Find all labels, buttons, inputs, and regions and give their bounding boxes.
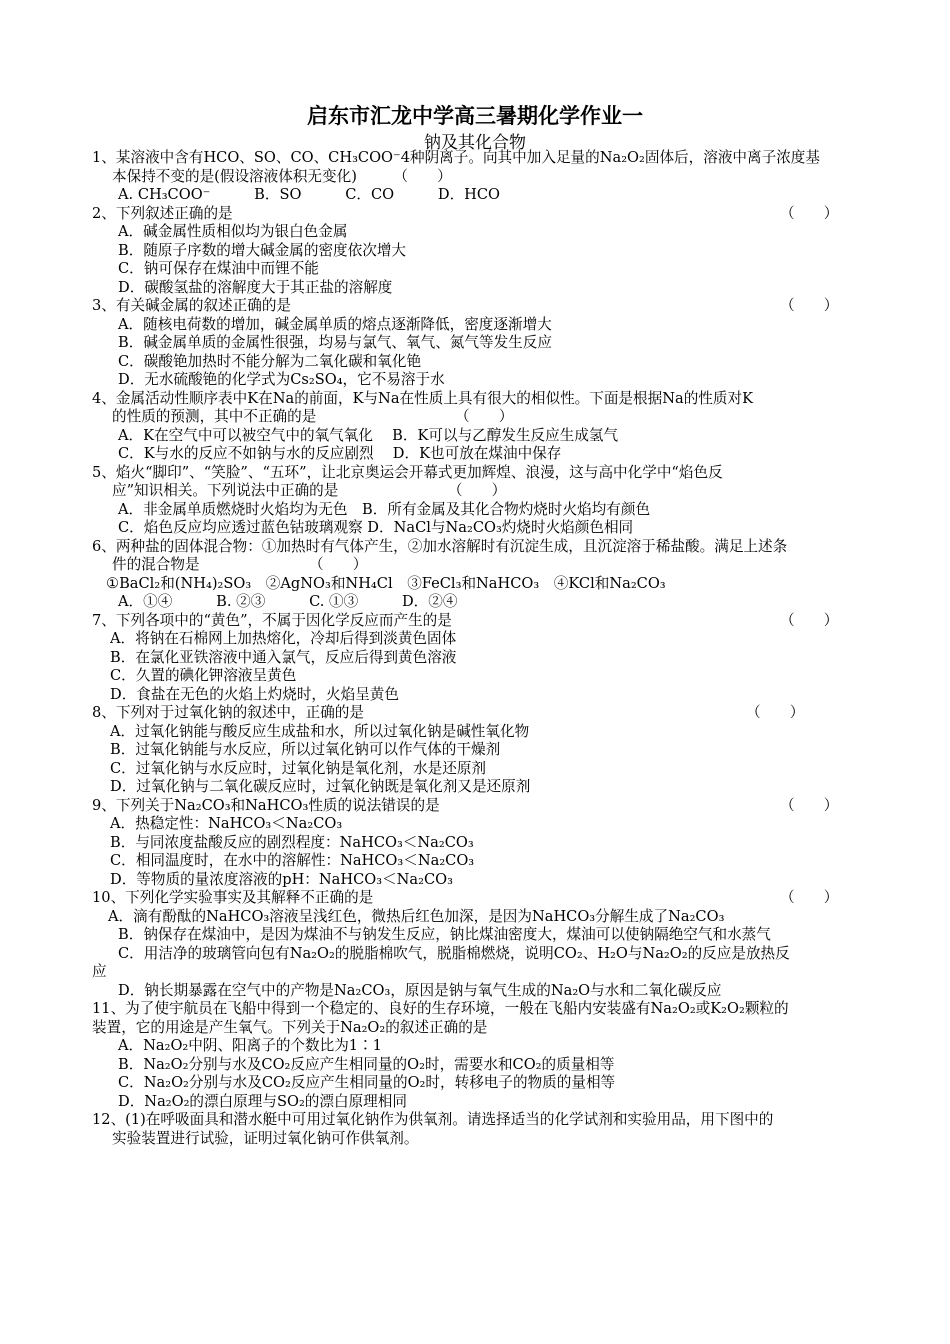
question-4-stem-line1: 4、金属活动性顺序表中K在Na的前面，K与Na在性质上具有很大的相似性。下面是根据Na的性质对K xyxy=(92,389,753,407)
question-11-stem-line2: 装置，它的用途是产生氧气。下列关于Na₂O₂的叙述正确的是 xyxy=(92,1018,488,1036)
question-5-options-ab: A．非金属单质燃烧时火焰均为无色 B．所有金属及其化合物灼烧时火焰均有颜色 xyxy=(118,500,651,518)
question-11 xyxy=(92,1000,870,1111)
question-5-options-cd: C．焰色反应均应透过蓝色钴玻璃观察 D．NaCl与Na₂CO₃灼烧时火焰颜色相同 xyxy=(118,519,634,536)
question-9-stem: 9、下列关于Na₂CO₃和NaHCO₃性质的说法错误的是 xyxy=(92,796,440,814)
question-1-options: A. CH₃COO⁻ B．SO C．CO D．HCO xyxy=(118,186,501,203)
question-5 xyxy=(92,464,870,538)
question-6-options: A．①④ B. ②③ C. ①③ D．②④ xyxy=(118,593,458,610)
question-2-option-b: B．随原子序数的增大碱金属的密度依次增大 xyxy=(118,241,407,259)
answer-paren: （ ） xyxy=(746,704,805,721)
question-9-option-b: B．与同浓度盐酸反应的剧烈程度：NaHCO₃＜Na₂CO₃ xyxy=(110,833,474,851)
answer-paren: （ ） xyxy=(780,611,839,629)
question-10-option-a: A．滴有酚酞的NaHCO₃溶液呈浅红色，微热后红色加深，是因为NaHCO₃分解生成了Na₂CO₃ xyxy=(108,907,725,925)
question-6-stem-line1: 6、两种盐的固体混合物：①加热时有气体产生，②加水溶解时有沉淀生成，且沉淀溶于稀盐酸。满足上述条 xyxy=(92,537,788,555)
question-8-option-a: A．过氧化钠能与酸反应生成盐和水，所以过氧化钠是碱性氧化物 xyxy=(110,722,530,740)
document-title: 启东市汇龙中学高三暑期化学作业一 xyxy=(307,103,643,128)
answer-paren: （ ） xyxy=(780,297,839,314)
question-5-stem-line1: 5、焰火“脚印”、“笑脸”、“五环”，让北京奥运会开幕式更加辉煌、浪漫，这与高中化学中“焰色反 xyxy=(92,463,723,481)
question-10-stem: 10、下列化学实验事实及其解释不正确的是 xyxy=(92,889,374,906)
question-11-option-b: B．Na₂O₂分别与水及CO₂反应产生相同量的O₂时，需要水和CO₂的质量相等 xyxy=(118,1055,615,1073)
question-2-option-c: C．钠可保存在煤油中而锂不能 xyxy=(118,260,319,277)
answer-paren: （ ） xyxy=(780,889,839,906)
question-11-option-c: C．Na₂O₂分别与水及CO₂反应产生相同量的O₂时，转移电子的物质的量相等 xyxy=(118,1074,616,1091)
question-10-option-c-cont: 应 xyxy=(92,963,107,980)
question-2-option-d: D．碳酸氢盐的溶解度大于其正盐的溶解度 xyxy=(118,278,393,296)
question-6-stem-line2: 件的混合物是 （ ） xyxy=(112,556,368,573)
question-1-stem-line2: 本保持不变的是(假设溶液体积无变化) （ ） xyxy=(112,167,452,185)
document-subtitle: 钠及其化合物 xyxy=(424,133,526,153)
answer-paren: （ ） xyxy=(780,796,839,814)
question-4-options-ab: A．K在空气中可以被空气中的氧气氧化 B．K可以与乙醇发生反应生成氢气 xyxy=(118,426,619,444)
question-8-stem: 8、下列对于过氧化钠的叙述中，正确的是 xyxy=(92,704,364,721)
question-7-option-b: B．在氯化亚铁溶液中通入氯气，反应后得到黄色溶液 xyxy=(110,648,457,666)
question-7 xyxy=(92,612,870,705)
question-5-stem-line2: 应”知识相关。下列说法中正确的是 （ ） xyxy=(112,482,507,499)
question-7-option-d: D．食盐在无色的火焰上灼烧时，火焰呈黄色 xyxy=(110,685,399,703)
answer-paren: （ ） xyxy=(780,204,839,222)
question-3-option-d: D．无水硫酸铯的化学式为Cs₂SO₄，它不易溶于水 xyxy=(118,371,445,388)
question-2 xyxy=(92,205,870,298)
question-10 xyxy=(92,889,870,1000)
question-11-option-d: D．Na₂O₂的漂白原理与SO₂的漂白原理相同 xyxy=(118,1092,407,1110)
question-4-options-cd: C．K与水的反应不如钠与水的反应剧烈 D．K也可放在煤油中保存 xyxy=(118,445,562,462)
question-4-stem-line2: 的性质的预测，其中不正确的是 （ ） xyxy=(112,408,514,425)
question-9-option-d: D．等物质的量浓度溶液的pH：NaHCO₃＜Na₂CO₃ xyxy=(110,870,453,888)
question-8-option-b: B．过氧化钠能与水反应，所以过氧化钠可以作气体的干燥剂 xyxy=(110,741,501,758)
question-8-option-d: D．过氧化钠与二氧化碳反应时，过氧化钠既是氧化剂又是还原剂 xyxy=(110,778,531,795)
question-1-stem-line1: 1、某溶液中含有HCO、SO、CO、CH₃COO⁻4种阴离子。向其中加入足量的Na₂O₂固体后，溶液中离子浓度基 xyxy=(92,149,820,166)
question-9-option-a: A．热稳定性：NaHCO₃＜Na₂CO₃ xyxy=(110,815,343,832)
question-10-option-c: C．用洁净的玻璃管向包有Na₂O₂的脱脂棉吹气，脱脂棉燃烧，说明CO₂、H₂O与Na₂O₂的反应是放热反 xyxy=(118,944,790,962)
question-3-stem: 3、有关碱金属的叙述正确的是 xyxy=(92,297,292,314)
question-10-option-b: B．钠保存在煤油中，是因为煤油不与钠发生反应，钠比煤油密度大，煤油可以使钠隔绝空气和水蒸气 xyxy=(118,926,771,943)
question-11-stem-line1: 11、为了使宇航员在飞船中得到一个稳定的、良好的生存环境，一般在飞船内安装盛有Na₂O₂或K₂O₂颗粒的 xyxy=(92,1000,789,1017)
question-12-stem-line1: 12、(1)在呼吸面具和潜水艇中可用过氧化钠作为供氧剂。请选择适当的化学试剂和实验用品，用下图中的 xyxy=(92,1111,774,1128)
question-list xyxy=(92,149,870,1148)
question-7-stem: 7、下列各项中的“黄色”，不属于因化学反应而产生的是 xyxy=(92,611,452,629)
question-10-option-d: D．钠长期暴露在空气中的产物是Na₂CO₃，原因是钠与氧气生成的Na₂O与水和二氧化碳反应 xyxy=(118,981,722,999)
question-2-option-a: A．碱金属性质相似均为银白色金属 xyxy=(118,223,348,240)
question-2-stem: 2、下列叙述正确的是 xyxy=(92,204,233,222)
question-3 xyxy=(92,297,870,390)
question-1 xyxy=(92,149,870,205)
question-6-mixtures: ①BaCl₂和(NH₄)₂SO₃ ②AgNO₃和NH₄Cl ③FeCl₃和NaHCO₃ ④KCl和Na₂CO₃ xyxy=(106,574,666,592)
question-9-option-c: C．相同温度时，在水中的溶解性：NaHCO₃＜Na₂CO₃ xyxy=(110,852,475,869)
question-12 xyxy=(92,1111,870,1148)
question-7-option-a: A．将钠在石棉网上加热熔化，冷却后得到淡黄色固体 xyxy=(110,630,457,647)
question-6 xyxy=(92,538,870,612)
question-9 xyxy=(92,797,870,890)
question-3-option-a: A．随核电荷数的增加，碱金属单质的熔点逐渐降低，密度逐渐增大 xyxy=(118,315,552,333)
question-8-option-c: C．过氧化钠与水反应时，过氧化钠是氧化剂，水是还原剂 xyxy=(110,759,487,777)
question-3-option-c: C．碳酸铯加热时不能分解为二氧化碳和氧化铯 xyxy=(118,352,422,370)
question-11-option-a: A．Na₂O₂中阴、阳离子的个数比为1∶1 xyxy=(118,1037,382,1054)
question-3-option-b: B．碱金属单质的金属性很强，均易与氯气、氧气、氮气等发生反应 xyxy=(118,334,552,351)
question-8 xyxy=(92,704,870,797)
question-4 xyxy=(92,390,870,464)
question-7-option-c: C．久置的碘化钾溶液呈黄色 xyxy=(110,667,297,684)
question-12-stem-line2: 实验装置进行试验，证明过氧化钠可作供氧剂。 xyxy=(112,1129,419,1147)
